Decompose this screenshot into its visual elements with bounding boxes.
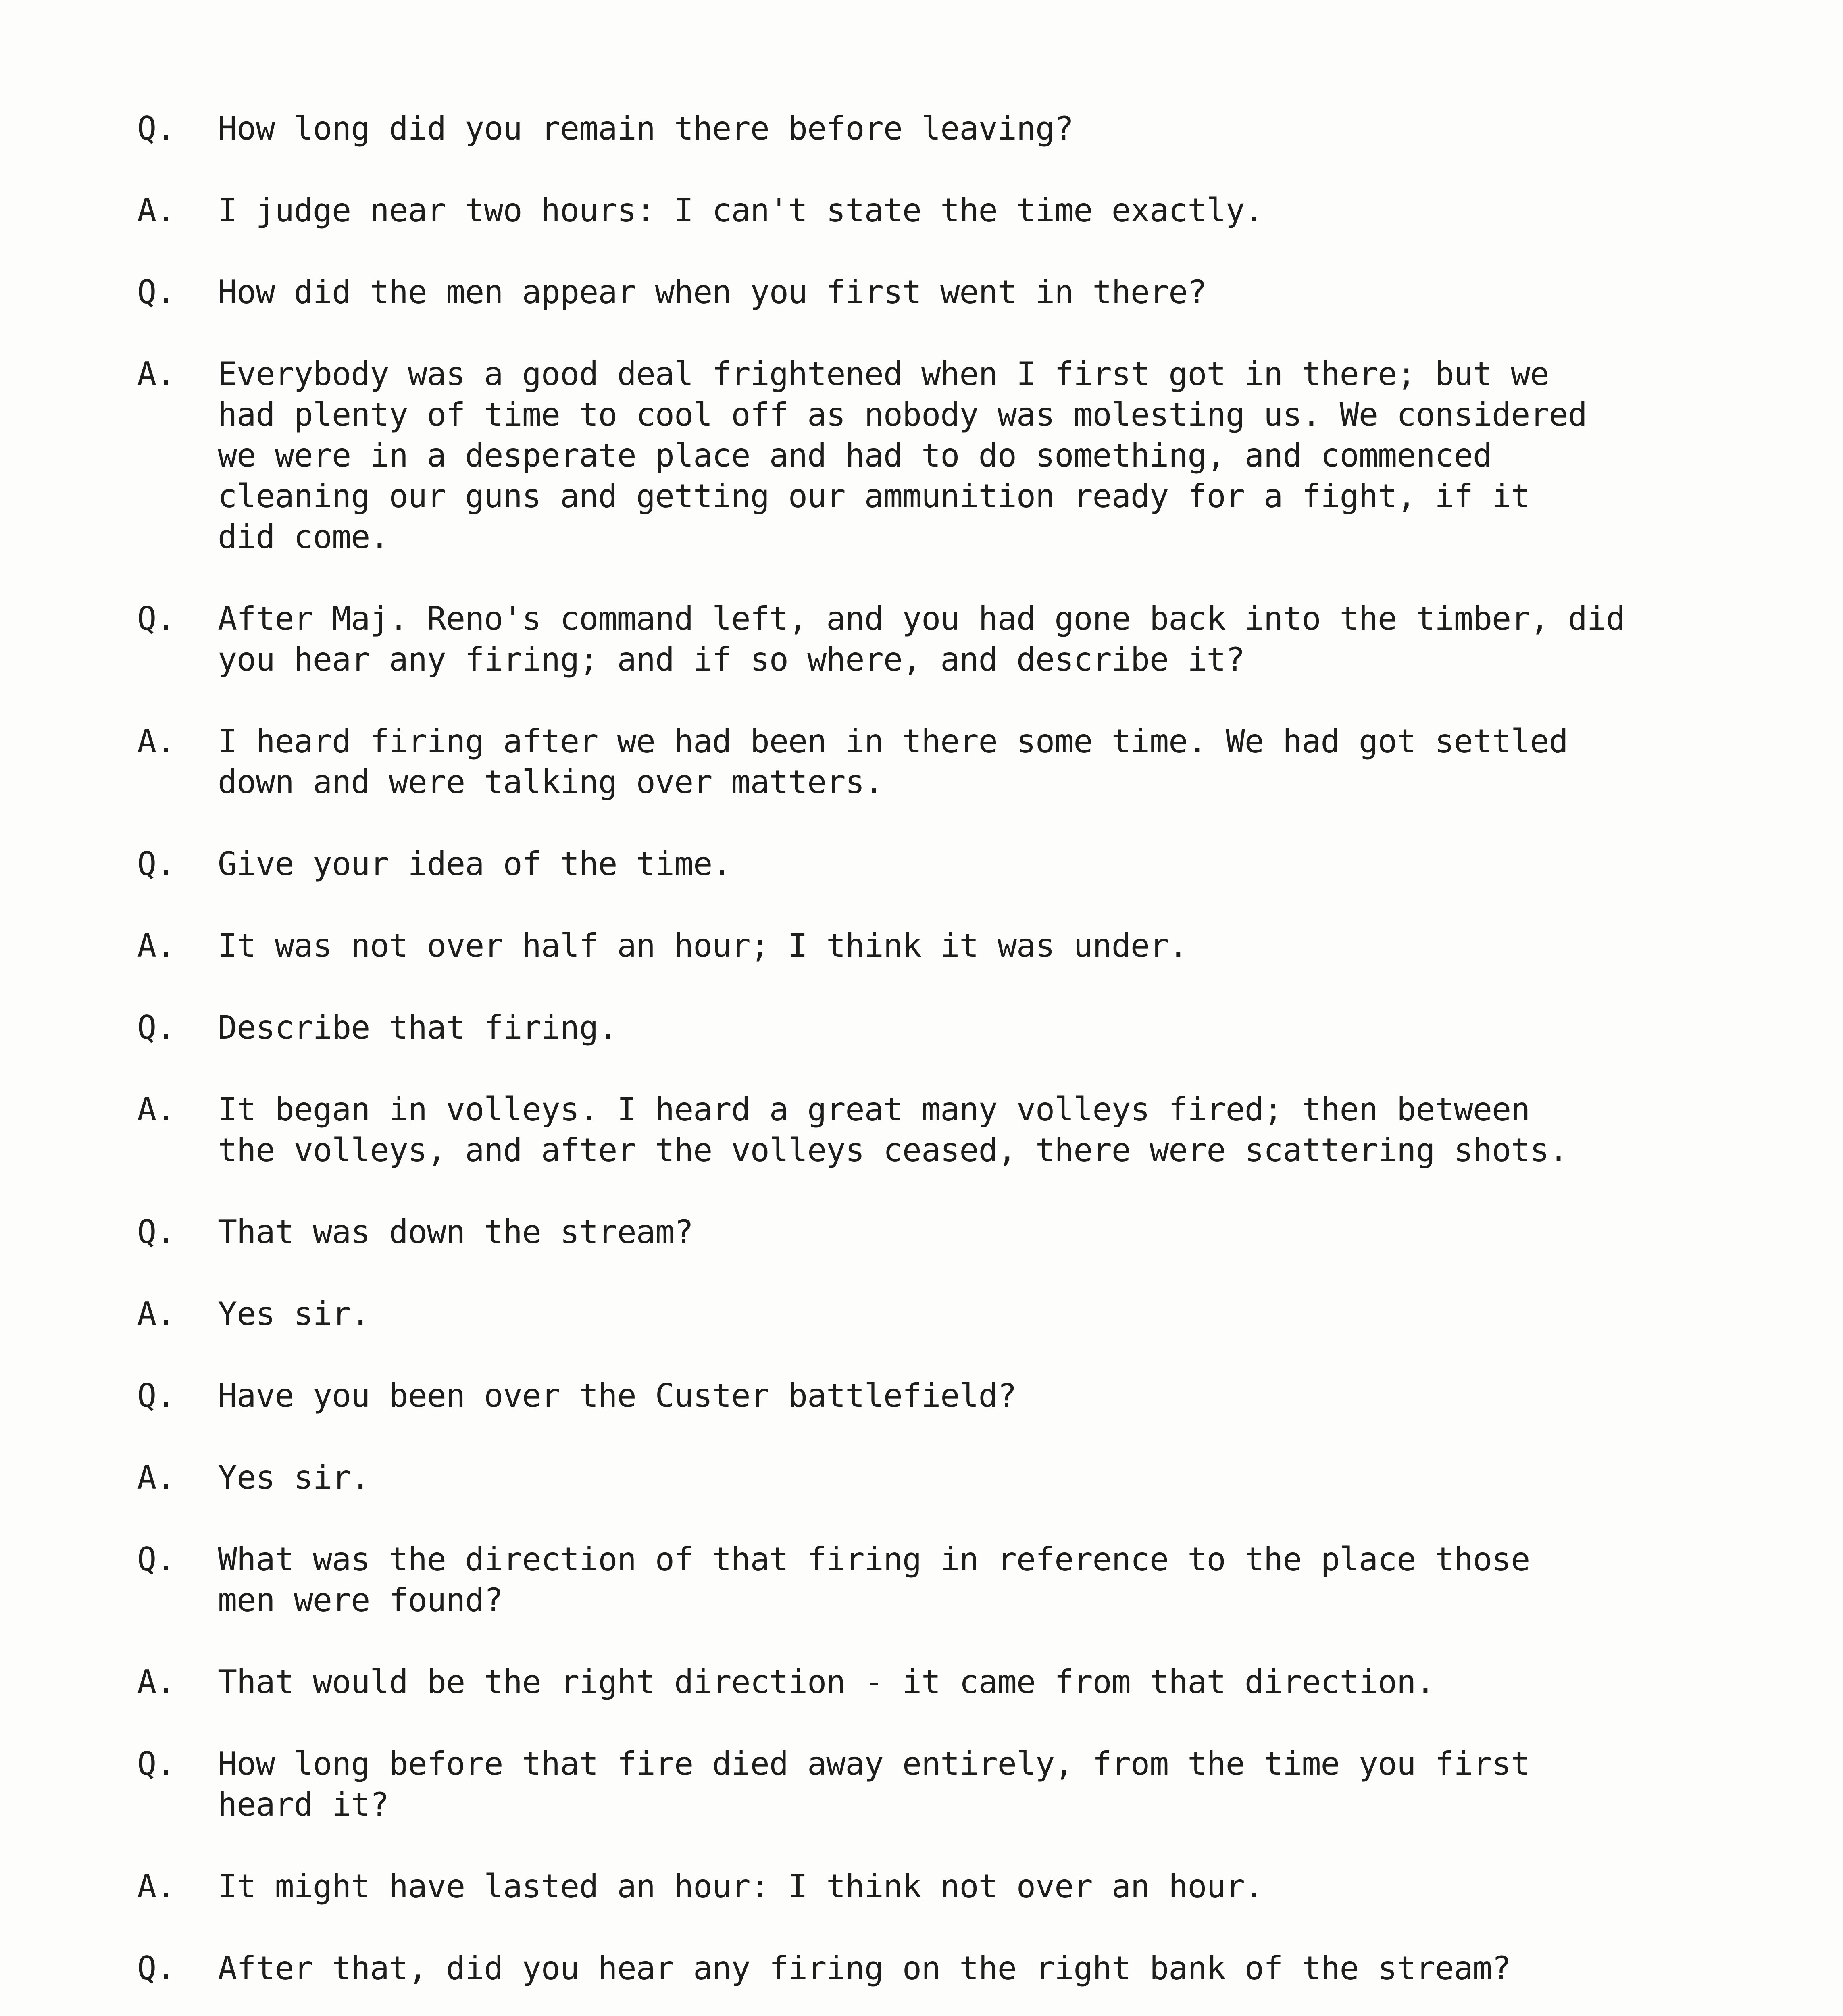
speaker-label: A. (137, 1663, 175, 1701)
speaker-label: A. (137, 1091, 175, 1128)
answer-entry (137, 721, 1750, 802)
answer-text: That would be the right direction - it came from that direction. (218, 1663, 1435, 1701)
speaker-label: Q. (137, 1541, 175, 1578)
question-entry (137, 272, 1750, 312)
question-text: Have you been over the Custer battlefield? (218, 1377, 1016, 1414)
speaker-label: Q. (137, 600, 175, 637)
speaker-label: A. (137, 1295, 175, 1333)
testimony-transcript (137, 108, 1750, 2016)
speaker-label: A. (137, 1868, 175, 1905)
speaker-label: A. (137, 192, 175, 229)
answer-text: I heard firing after we had been in there some time. We had got settled down and were talking over matters. (218, 723, 1568, 801)
answer-entry (137, 925, 1750, 966)
speaker-label: A. (137, 927, 175, 964)
answer-entry (137, 354, 1750, 557)
question-entry (137, 1375, 1750, 1416)
answer-entry (137, 190, 1750, 231)
answer-text: Yes sir. (218, 1459, 370, 1496)
speaker-label: Q. (137, 1949, 175, 1987)
speaker-label: Q. (137, 845, 175, 883)
question-text: Give your idea of the time. (218, 845, 731, 883)
question-text: That was down the stream? (218, 1213, 693, 1251)
answer-text: Yes sir. (218, 1295, 370, 1333)
question-text: How did the men appear when you first went in there? (218, 273, 1207, 311)
question-entry (137, 108, 1750, 149)
speaker-label: Q. (137, 273, 175, 311)
question-entry (137, 1212, 1750, 1252)
speaker-label: A. (137, 1459, 175, 1496)
speaker-label: Q. (137, 110, 175, 147)
answer-entry (137, 1089, 1750, 1170)
question-text: How long did you remain there before leaving? (218, 110, 1074, 147)
answer-text: Everybody was a good deal frightened when I first got in there; but we had plenty of time to cool off as nobody was molesting us. We considered we were in a desperate place and had to do something, and commenced cleaning our guns and getting our ammunition ready for a fight, if it did come. (218, 355, 1587, 556)
speaker-label: A. (137, 355, 175, 393)
question-text: How long before that fire died away entirely, from the time you first heard it? (218, 1745, 1530, 1823)
answer-text: It began in volleys. I heard a great many volleys fired; then between the volleys, and after the volleys ceased, there were scattering shots. (218, 1091, 1568, 1169)
answer-text: It might have lasted an hour: I think not over an hour. (218, 1868, 1264, 1905)
answer-text: It was not over half an hour; I think it was under. (218, 927, 1188, 964)
question-text: After that, did you hear any firing on the right bank of the stream? (218, 1949, 1511, 1987)
question-entry (137, 598, 1750, 680)
speaker-label: Q. (137, 1213, 175, 1251)
question-text: What was the direction of that firing in reference to the place those men were found? (218, 1541, 1530, 1619)
question-entry (137, 843, 1750, 884)
question-text: Describe that firing. (218, 1009, 617, 1046)
question-entry (137, 1948, 1750, 1989)
question-entry (137, 1743, 1750, 1825)
speaker-label: A. (137, 723, 175, 760)
answer-text: I judge near two hours: I can't state the time exactly. (218, 192, 1264, 229)
answer-entry (137, 1866, 1750, 1907)
answer-entry (137, 1293, 1750, 1334)
answer-entry (137, 1662, 1750, 1702)
question-text: After Maj. Reno's command left, and you had gone back into the timber, did you hear any firing; and if so where, and describe it? (218, 600, 1625, 678)
answer-entry (137, 1457, 1750, 1498)
question-entry (137, 1539, 1750, 1620)
speaker-label: Q. (137, 1377, 175, 1414)
speaker-label: Q. (137, 1009, 175, 1046)
question-entry (137, 1007, 1750, 1048)
speaker-label: Q. (137, 1745, 175, 1783)
